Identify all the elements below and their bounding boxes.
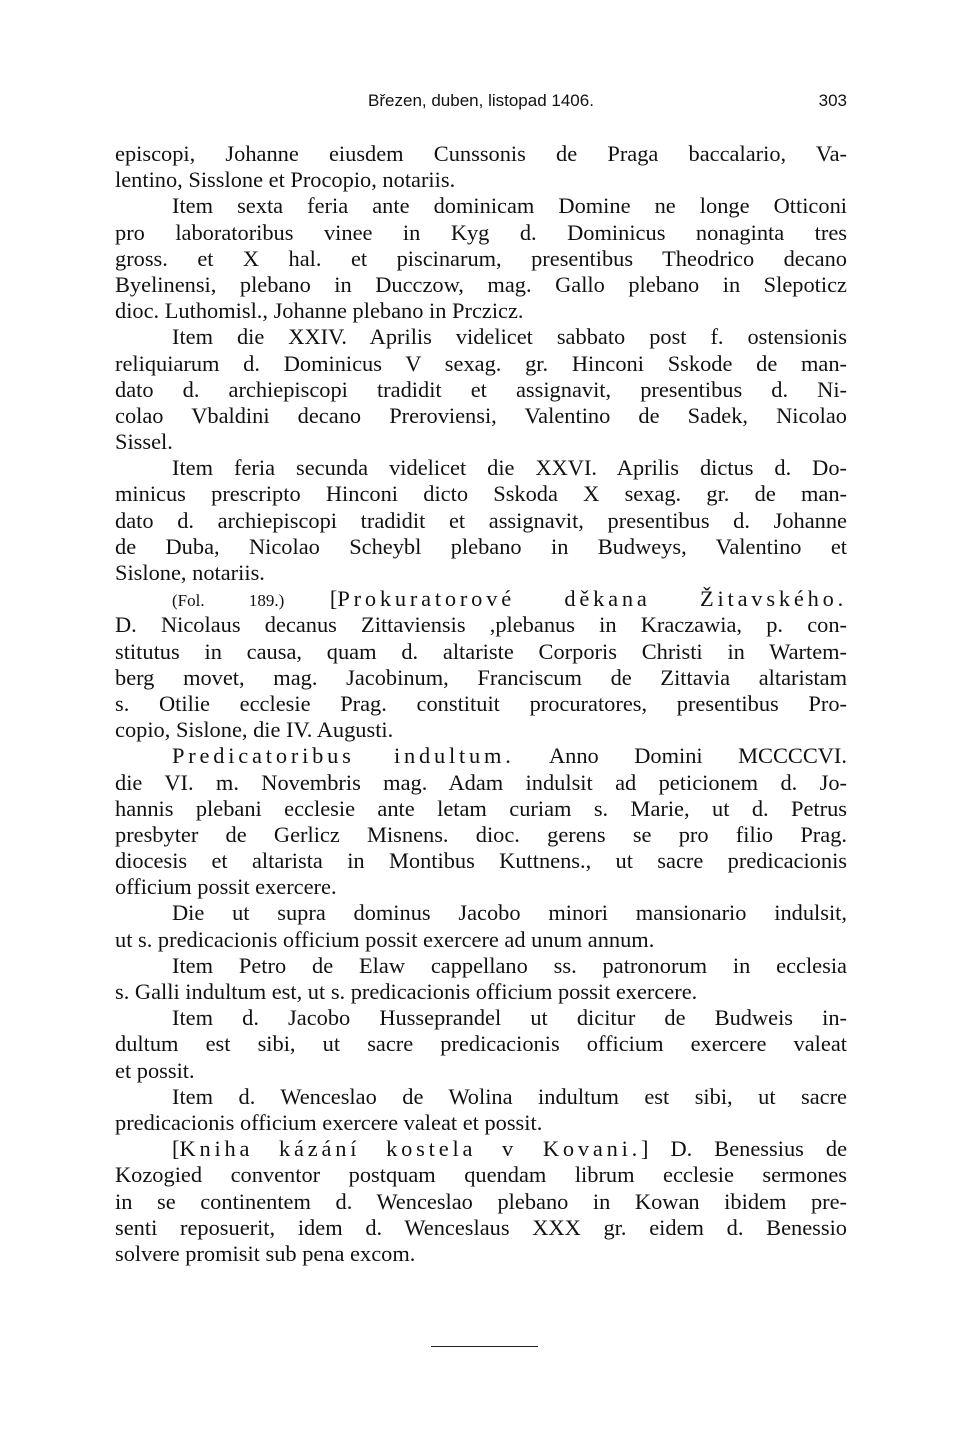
text-line [115, 639, 847, 665]
text-line [115, 481, 847, 507]
line-text: Item die XXIV. Aprilis videlicet sabbato post f. ostensionis [172, 324, 847, 350]
spaced-heading: Kniha kázání kostela v Kovani. [179, 1136, 642, 1162]
text-line [115, 403, 847, 429]
text-line [115, 193, 847, 219]
text-line [115, 1189, 847, 1215]
text-line [115, 1241, 847, 1267]
text-line [115, 324, 847, 350]
text-line [115, 770, 847, 796]
text-line [115, 796, 847, 822]
text-line [115, 220, 847, 246]
line-text: Item Petro de Elaw cappellano ss. patronorum in ecclesia [172, 952, 847, 978]
line-text: [ [284, 586, 338, 612]
line-text: ut s. predicacionis officium possit exercere ad unum annum. [115, 926, 655, 952]
line-text: Die ut supra dominus Jacobo minori mansionario indulsit, [172, 900, 847, 926]
text-line [115, 822, 847, 848]
text-line [115, 1058, 847, 1084]
text-line [115, 1031, 847, 1057]
line-text: die VI. m. Novembris mag. Adam indulsit ad peticionem d. Jo- [115, 769, 847, 795]
text-line [115, 1110, 847, 1136]
text-line [115, 141, 847, 167]
line-text: ] D. Benessius de [641, 1136, 848, 1162]
line-text: s. Otilie ecclesie Prag. constituit procuratores, presentibus Pro- [115, 690, 847, 716]
line-text: hannis plebani ecclesie ante letam curiam s. Marie, ut d. Petrus [115, 795, 847, 821]
text-line [115, 1136, 847, 1162]
text-line [115, 1005, 847, 1031]
text-line [115, 429, 847, 455]
line-text: Item sexta feria ante dominicam Domine ne longe Otticoni [172, 193, 847, 219]
text-line [115, 351, 847, 377]
line-text: D. Nicolaus decanus Zittaviensis ,plebanus in Kraczawia, p. con- [115, 612, 847, 638]
text-line [115, 1162, 847, 1188]
spaced-heading: Prokuratorové děkana Žitavského. [337, 586, 847, 612]
line-text: Byelinensi, plebano in Ducczow, mag. Gallo plebano in Slepoticz [115, 271, 847, 297]
end-rule [431, 1346, 538, 1347]
running-header [115, 91, 847, 117]
line-text: pro laboratoribus vinee in Kyg d. Dominicus nonaginta tres [115, 219, 847, 245]
text-line [115, 612, 847, 638]
spaced-heading: Predicatoribus indultum. [172, 743, 515, 769]
text-line [115, 691, 847, 717]
line-text: episcopi, Johanne eiusdem Cunssonis de Praga baccalario, Va- [115, 141, 847, 166]
line-text: lentino, Sisslone et Procopio, notariis. [115, 167, 456, 193]
line-text: copio, Sislone, die IV. Augusti. [115, 717, 394, 743]
line-text: s. Galli indultum est, ut s. predicacionis officium possit exercere. [115, 979, 698, 1004]
document-body [115, 141, 847, 1267]
text-line [115, 455, 847, 481]
line-text: predicacionis officium exercere valeat et possit. [115, 1109, 543, 1135]
line-text: Item d. Jacobo Husseprandel ut dicitur de Budweis in- [172, 1005, 847, 1031]
text-line [115, 874, 847, 900]
line-text: dato d. archiepiscopi tradidit et assignavit, presentibus d. Johanne [115, 507, 847, 533]
text-line [115, 953, 847, 979]
line-text: dioc. Luthomisl., Johanne plebano in Prczicz. [115, 298, 524, 324]
text-line [115, 272, 847, 298]
text-line [115, 1084, 847, 1110]
text-line [115, 560, 847, 586]
line-text: reliquiarum d. Dominicus V sexag. gr. Hinconi Sskode de man- [115, 350, 847, 376]
text-line [115, 298, 847, 324]
text-line [115, 167, 847, 193]
line-text: presbyter de Gerlicz Misnens. dioc. gerens se pro filio Prag. [115, 821, 847, 847]
text-line [115, 979, 847, 1005]
line-text: solvere promisit sub pena excom. [115, 1240, 416, 1266]
text-line [115, 717, 847, 743]
line-text: diocesis et altarista in Montibus Kuttnens., ut sacre predicacionis [115, 848, 847, 874]
line-text: et possit. [115, 1057, 195, 1083]
line-text: dultum est sibi, ut sacre predicacionis officium exercere valeat [115, 1031, 847, 1057]
folio-note: (Fol. 189.) [172, 591, 285, 611]
line-text: [ [172, 1136, 180, 1162]
text-line [115, 246, 847, 272]
text-line [115, 1215, 847, 1241]
text-line [115, 534, 847, 560]
text-line [115, 927, 847, 953]
page-number: 303 [818, 91, 847, 110]
line-text: colao Vbaldini decano Preroviensi, Valentino de Sadek, Nicolao [115, 402, 847, 428]
line-text: stitutus in causa, quam d. altariste Corporis Christi in Wartem- [115, 638, 847, 664]
line-text: senti reposuerit, idem d. Wenceslaus XXX gr. eidem d. Benessio [115, 1214, 847, 1240]
text-line [115, 743, 847, 769]
line-text: berg movet, mag. Jacobinum, Franciscum de Zittavia altaristam [115, 664, 847, 690]
line-text: de Duba, Nicolao Scheybl plebano in Budweys, Valentino et [115, 533, 847, 559]
text-line [115, 508, 847, 534]
line-text: Item d. Wenceslao de Wolina indultum est sibi, ut sacre [172, 1083, 847, 1109]
line-text: Kozogied conventor postquam quendam librum ecclesie sermones [115, 1162, 847, 1188]
line-text: in se continentem d. Wenceslao plebano in Kowan ibidem pre- [115, 1188, 847, 1214]
line-text: Anno Domini MCCCCVI. [514, 743, 847, 769]
line-text: Sislone, notariis. [115, 560, 265, 585]
text-line [115, 377, 847, 403]
text-line [115, 665, 847, 691]
line-text: Item feria secunda videlicet die XXVI. Aprilis dictus d. Do- [172, 455, 847, 481]
running-title: Březen, duben, listopad 1406. [368, 91, 594, 110]
line-text: Sissel. [115, 429, 173, 455]
text-line [115, 586, 847, 612]
text-line [115, 900, 847, 926]
line-text: gross. et X hal. et piscinarum, presentibus Theodrico decano [115, 245, 847, 271]
line-text: officium possit exercere. [115, 874, 337, 900]
line-text: minicus prescripto Hinconi dicto Sskoda X sexag. gr. de man- [115, 481, 847, 507]
text-line [115, 848, 847, 874]
line-text: dato d. archiepiscopi tradidit et assignavit, presentibus d. Ni- [115, 376, 847, 402]
